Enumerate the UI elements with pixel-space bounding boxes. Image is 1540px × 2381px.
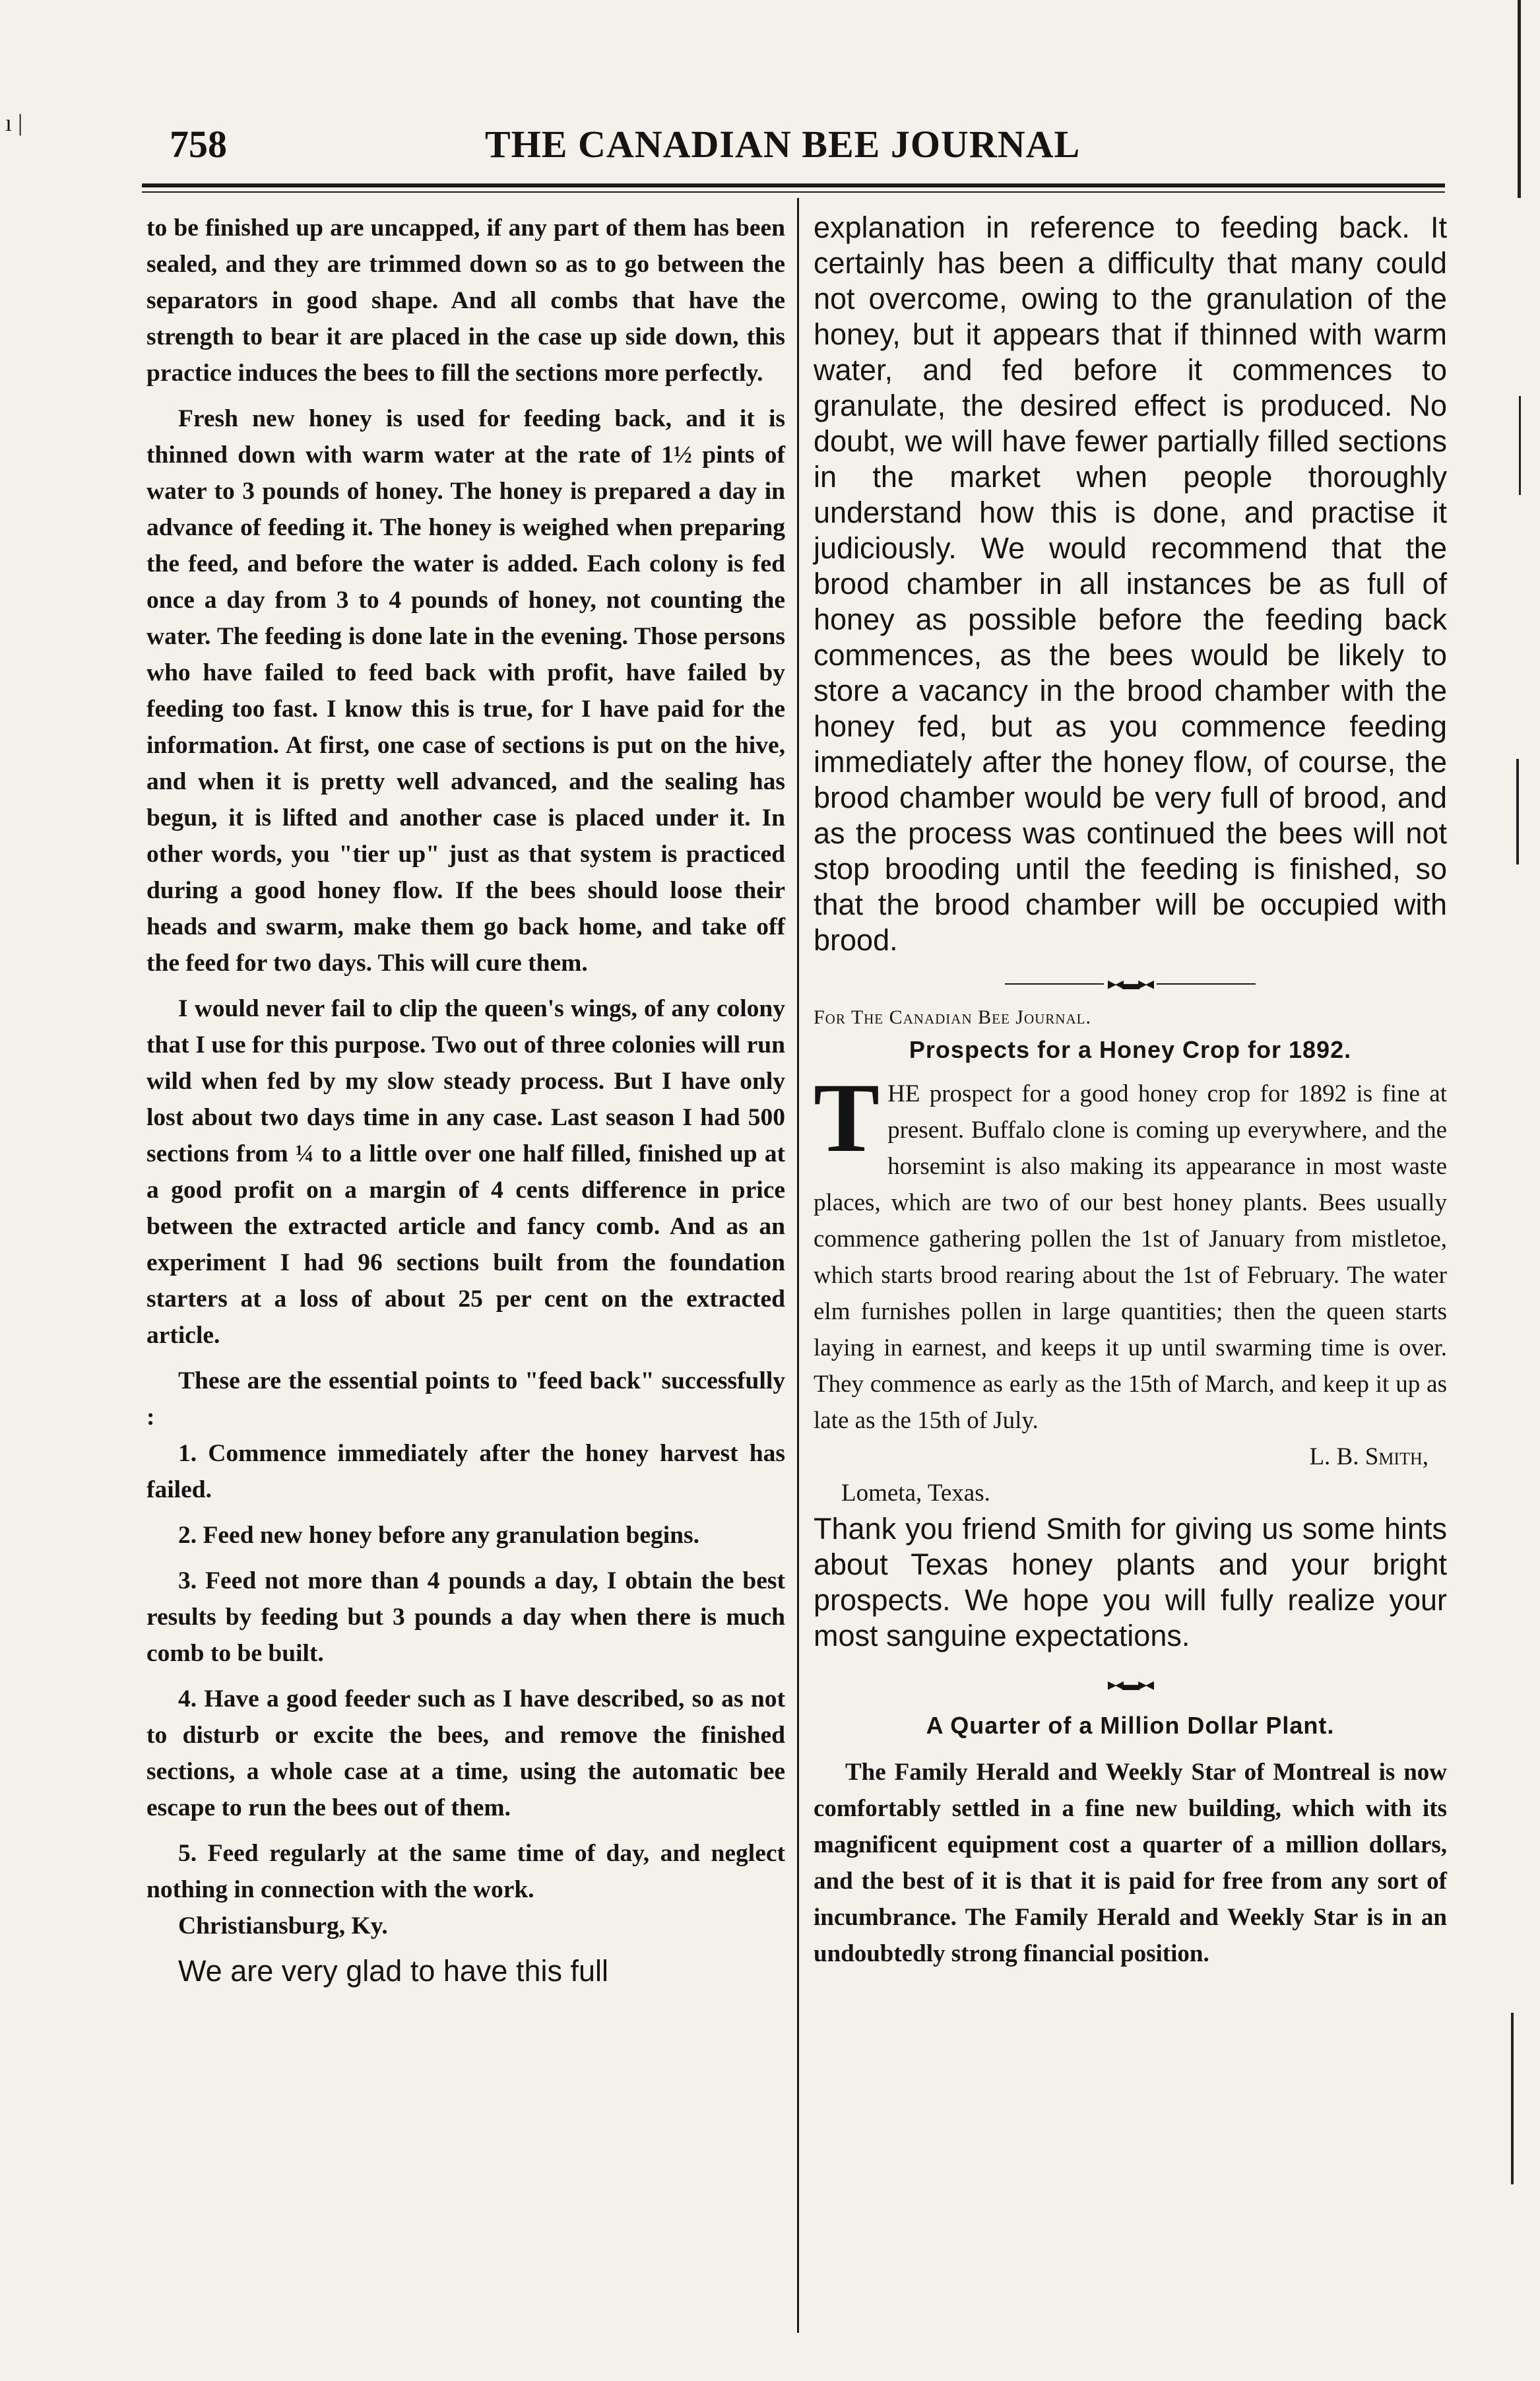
section-divider: ▸◂▬▸◂ — [1107, 1675, 1153, 1695]
page-edge-line — [1516, 759, 1519, 864]
article-body: The Family Herald and Weekly Star of Montreal is now comfortably settled in a fine new building, which with its magnificent equipment cost a quarter of a million dollars, and the best of it is that it is paid for free from any sort of incumbrance. The Family Herald and Weekly Star is in an undoubtedly strong financial position. — [814, 1759, 1447, 1968]
header-rule — [142, 183, 1445, 187]
left-column — [146, 210, 785, 1989]
paragraph: Fresh new honey is used for feeding back, and it is thinned down with warm water at the rate of 1½ pints of water to 3 pounds of honey. The honey is prepared a day in advance of feeding it. The honey is weighed when preparing the feed, and before the water is added. Each colony is fed once a day from 3 to 4 pounds of honey, not counting the water. The feeding is done late in the evening. Those persons who have failed to feed back with profit, have failed by feeding too fast. I know this is true, for I have paid for the information. At first, one case of sections is put on the hive, and when it is pretty well advanced, and the sealing has begun, it is lifted and another case is placed under it. In other words, you "tier up" just as that system is practiced during a good honey flow. If the bees should loose their heads and swarm, make them go back home, and take off the feed for two days. This will cure them. — [146, 405, 785, 977]
page-edge-line — [1518, 0, 1521, 198]
section-divider: ▸◂▬▸◂ — [814, 973, 1447, 994]
byline-source: For The Canadian Bee Journal. — [814, 1006, 1091, 1029]
right-column — [814, 210, 1447, 1972]
article-place: Lometa, Texas. — [841, 1480, 990, 1507]
list-item: 2. Feed new honey before any granulation begins. — [178, 1522, 699, 1549]
drop-cap: T — [814, 1063, 880, 1173]
editor-note: We are very glad to have this full — [178, 1954, 608, 1988]
page-header — [142, 122, 1445, 175]
editor-note-continued: explanation in reference to feeding back. It certainly has been a difficulty that many could not overcome, owing to the granulation of the honey, but it appears that if thinned with warm water, and fed before it commences to granulate, the desired effect is produced. No doubt, we will have fewer partially filled sections in the market when people thoroughly understand how this is done, and practise it judiciously. We would recommend that the brood chamber in all instances be as full of honey as possible before the feeding back commences, as the bees would be likely to store a vacancy in the brood chamber with the honey fed, but as you commence feeding immediately after the honey flow, of course, the brood chamber would be very full of brood, and as the process was continued the bees will not stop brooding until the feeding is finished, so that the brood chamber will be occupied with brood. — [814, 211, 1447, 957]
column-divider — [797, 198, 799, 2333]
paragraph: These are the essential points to "feed back" successfully : — [146, 1367, 785, 1431]
margin-mark: ı | — [5, 110, 23, 136]
list-item: 5. Feed regularly at the same time of day, and neglect nothing in connection with the work. — [146, 1840, 785, 1903]
page-edge-line — [1519, 396, 1521, 495]
list-item: 1. Commence immediately after the honey harvest has failed. — [146, 1440, 785, 1503]
header-rule-thin — [142, 191, 1445, 193]
page-edge-line — [1511, 2013, 1514, 2184]
paragraph: to be finished up are uncapped, if any part of them has been sealed, and they are trimmed down so as to go between the separators in good shape. And all combs that have the strength to bear it are placed in the case up side down, this practice induces the bees to fill the sections more perfectly. — [146, 214, 785, 387]
article-headline: A Quarter of a Million Dollar Plant. — [926, 1712, 1335, 1740]
list-item: 4. Have a good feeder such as I have described, so as not to disturb or excite the bees, and remove the finished sections, a whole case at a time, using the automatic bee escape to run the bees out of them. — [146, 1685, 785, 1821]
article-headline: Prospects for a Honey Crop for 1892. — [909, 1036, 1352, 1064]
page-number: 758 — [170, 123, 227, 166]
author-place: Christiansburg, Ky. — [178, 1912, 388, 1940]
list-item: 3. Feed not more than 4 pounds a day, I obtain the best results by feeding but 3 pounds a day when there is much comb to be built. — [146, 1567, 785, 1667]
editor-reply: Thank you friend Smith for giving us some hints about Texas honey plants and your bright prospects. We hope you will fully realize your most sanguine expectations. — [814, 1512, 1447, 1653]
journal-title: THE CANADIAN BEE JOURNAL — [485, 123, 1081, 166]
article-body: THE prospect for a good honey crop for 1892 is fine at present. Buffalo clone is coming up everywhere, and the horsemint is also making its appearance in most waste places, which are two of our best honey plants. Bees usually commence gathering pollen the 1st of January from mistletoe, which starts brood rearing about the 1st of February. The water elm furnishes pollen in large quantities; then the queen starts laying in earnest, and keeps it up until swarming time is over. They commence as early as the 15th of March, and keep it up as late as the 15th of July. — [814, 1063, 1447, 1435]
article-signature: L. B. Smith, — [1309, 1443, 1428, 1471]
paragraph: I would never fail to clip the queen's wings, of any colony that I use for this purpose. Two out of three colonies will run wild when fed by my slow steady process. But I have only lost about two days time in any case. Last season I had 500 sections from ¼ to a little over one half filled, finished up at a good profit on a margin of 4 cents difference in price between the extracted article and fancy comb. And as an experiment I had 96 sections built from the foundation starters at a loss of about 25 per cent on the extracted article. — [146, 995, 785, 1349]
